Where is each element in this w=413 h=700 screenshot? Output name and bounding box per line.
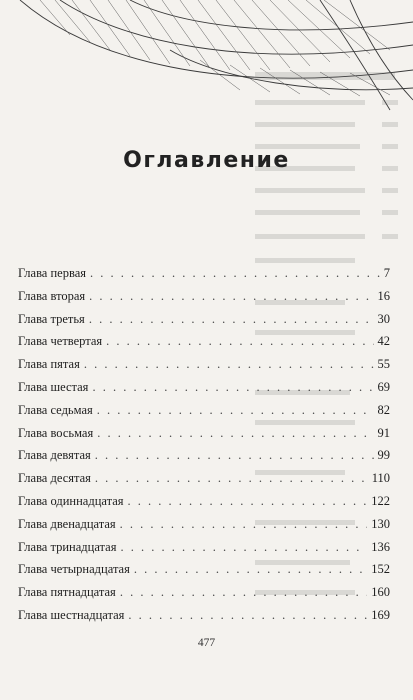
toc-dot-leader (97, 399, 374, 422)
toc-entry (18, 262, 390, 285)
toc-entry (18, 330, 390, 353)
toc-dot-leader (128, 490, 368, 513)
toc-entry-label: Глава одиннадцатая (18, 493, 124, 508)
toc-dot-leader (134, 558, 367, 581)
toc-entry (18, 308, 390, 331)
toc-entry (18, 490, 390, 513)
toc-entry (18, 285, 390, 308)
toc-dot-leader (92, 376, 373, 399)
toc-dot-leader (106, 330, 373, 353)
toc-dot-leader (84, 353, 374, 376)
feather-illustration (0, 0, 413, 120)
toc-entry-label: Глава девятая (18, 448, 91, 463)
toc-entry-label: Глава вторая (18, 288, 86, 303)
toc-entry-page: 30 (377, 311, 390, 326)
toc-dot-leader (90, 262, 380, 285)
table-of-contents (18, 262, 390, 627)
toc-entry-label: Глава четвертая (18, 334, 103, 349)
toc-entry-page: 160 (371, 585, 390, 600)
toc-entry (18, 558, 390, 581)
toc-entry-label: Глава шестнадцатая (18, 607, 125, 622)
toc-entry-page: 152 (371, 562, 390, 577)
toc-entry (18, 581, 390, 604)
toc-dot-leader (95, 467, 368, 490)
toc-entry-label: Глава двенадцатая (18, 516, 116, 531)
toc-dot-leader (120, 536, 367, 559)
toc-entry (18, 399, 390, 422)
toc-entry (18, 444, 390, 467)
toc-entry-page: 82 (377, 402, 390, 417)
toc-entry (18, 376, 390, 399)
toc-dot-leader (128, 604, 367, 627)
toc-entry-label: Глава восьмая (18, 425, 94, 440)
toc-entry (18, 513, 390, 536)
toc-dot-leader (120, 581, 367, 604)
toc-entry-page: 136 (371, 539, 390, 554)
toc-entry-label: Глава четырнадцатая (18, 562, 130, 577)
toc-entry (18, 536, 390, 559)
toc-entry-label: Глава пятнадцатая (18, 585, 116, 600)
toc-entry-page: 42 (377, 334, 390, 349)
toc-entry-label: Глава десятая (18, 471, 91, 486)
toc-entry-page: 91 (377, 425, 390, 440)
toc-entry-page: 69 (377, 379, 390, 394)
toc-dot-leader (89, 308, 374, 331)
toc-dot-leader (120, 513, 368, 536)
toc-dot-leader (95, 444, 374, 467)
toc-entry (18, 467, 390, 490)
toc-entry (18, 353, 390, 376)
toc-entry-page: 110 (371, 471, 390, 486)
toc-entry-page: 7 (383, 266, 390, 280)
toc-entry-label: Глава первая (18, 266, 87, 280)
toc-entry-label: Глава тринадцатая (18, 539, 117, 554)
toc-entry-label: Глава седьмая (18, 402, 93, 417)
toc-entry-label: Глава пятая (18, 357, 80, 372)
toc-entry-label: Глава шестая (18, 379, 89, 394)
toc-entry-page: 122 (371, 493, 390, 508)
toc-entry (18, 422, 390, 445)
page-title: Оглавление (123, 148, 290, 173)
toc-entry (18, 604, 390, 627)
toc-entry-page: 16 (377, 288, 390, 303)
toc-entry-label: Глава третья (18, 311, 85, 326)
toc-entry-page: 130 (371, 516, 390, 531)
toc-dot-leader (97, 422, 373, 445)
toc-entry-page: 169 (371, 607, 390, 622)
page-number: 477 (197, 637, 216, 649)
toc-dot-leader (89, 285, 373, 308)
toc-entry-page: 55 (377, 357, 390, 372)
toc-entry-page: 99 (377, 448, 390, 463)
